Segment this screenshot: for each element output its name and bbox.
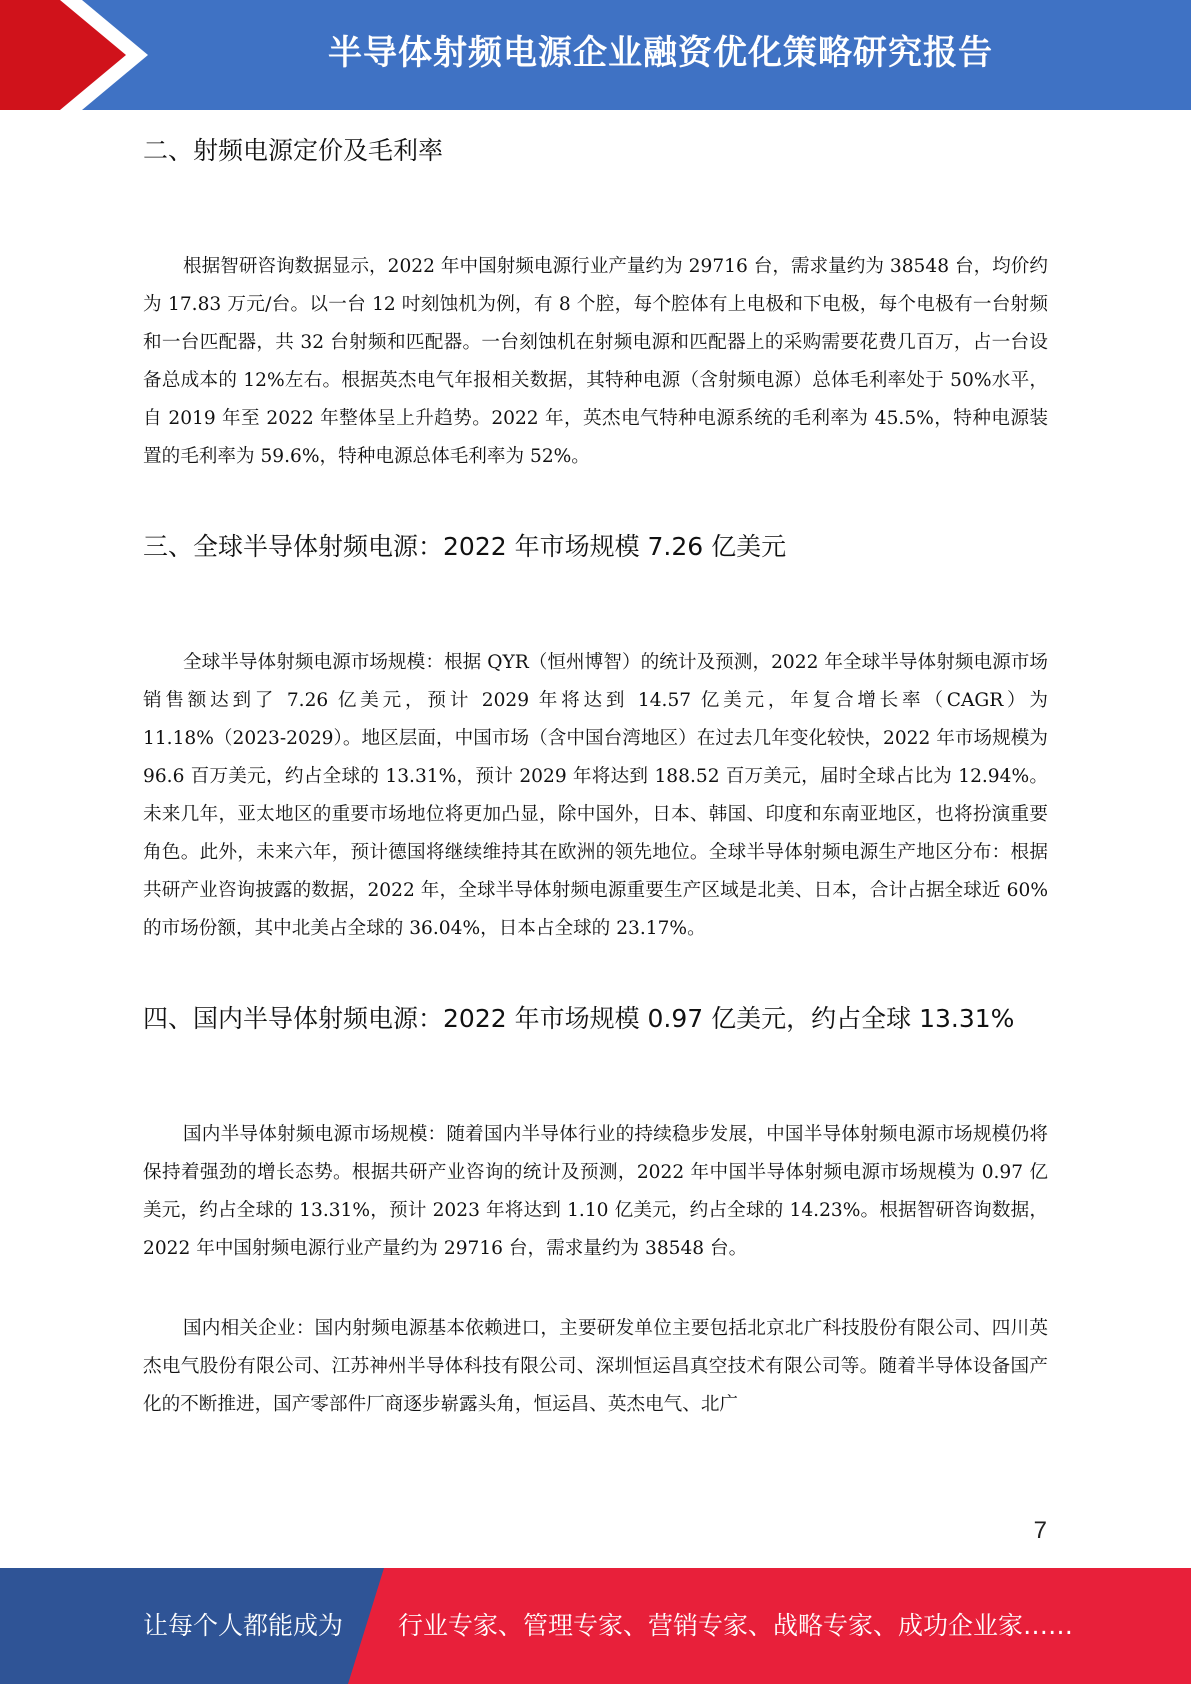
footer-slogan-left: 让每个人都能成为: [143, 1611, 344, 1640]
footer-slogan-right: 行业专家、管理专家、营销专家、战略专家、成功企业家……: [398, 1611, 1074, 1640]
section-heading-pricing: 二、射频电源定价及毛利率: [143, 136, 444, 165]
section-heading-global-market: 三、全球半导体射频电源：2022 年市场规模 7.26 亿美元: [143, 532, 787, 561]
section-heading-domestic-market: 四、国内半导体射频电源：2022 年市场规模 0.97 亿美元，约占全球 13.31%: [143, 1004, 1015, 1033]
paragraph-pricing: 根据智研咨询数据显示，2022 年中国射频电源行业产量约为 29716 台，需求量约为 38548 台，均价约为 17.83 万元/台。以一台 12 吋刻蚀机为例，有 8 个腔，每个腔体有上电极和下电极，每个电极有一台射频和一台匹配器，共 32 台射频和匹配器。一台刻蚀机在射频电源和匹配器上的采购需要花费几百万，占一台设备总成本的 12%左右。根据英杰电气年报相关数据，其特种电源（含射频电源）总体毛利率处于 50%水平，自 2019 年至 2022 年整体呈上升趋势。2022 年，英杰电气特种电源系统的毛利率为 45.5%，特种电源装置的毛利率为 59.6%，特种电源总体毛利率为 52%。: [143, 256, 1048, 467]
header-band: [0, 0, 1191, 110]
footer-band: [0, 1568, 1191, 1684]
paragraph-global-market: 全球半导体射频电源市场规模：根据 QYR（恒州博智）的统计及预测，2022 年全球半导体射频电源市场销售额达到了 7.26 亿美元，预计 2029 年将达到 14.57 亿美元，年复合增长率（CAGR）为 11.18%（2023-2029）。地区层面，中国市场（含中国台湾地区）在过去几年变化较快，2022 年市场规模为 96.6 百万美元，约占全球的 13.31%，预计 2029 年将达到 188.52 百万美元，届时全球占比为 12.94%。未来几年，亚太地区的重要市场地位将更加凸显，除中国外，日本、韩国、印度和东南亚地区，也将扮演重要角色。此外，未来六年，预计德国将继续维持其在欧洲的领先地位。全球半导体射频电源生产地区分布：根据共研产业咨询披露的数据，2022 年，全球半导体射频电源重要生产区域是北美、日本，合计占据全球近 60%的市场份额，其中北美占全球的 36.04%，日本占全球的 23.17%。: [143, 652, 1048, 939]
paragraph-domestic-market: 国内半导体射频电源市场规模：随着国内半导体行业的持续稳步发展，中国半导体射频电源市场规模仍将保持着强劲的增长态势。根据共研产业咨询的统计及预测，2022 年中国半导体射频电源市场规模为 0.97 亿美元，约占全球的 13.31%，预计 2023 年将达到 1.10 亿美元，约占全球的 14.23%。根据智研咨询数据，2022 年中国射频电源行业产量约为 29716 台，需求量约为 38548 台。: [143, 1124, 1048, 1259]
page-number: 7: [1033, 1517, 1047, 1544]
header-chevron-icon: [0, 0, 160, 110]
page-content: [143, 128, 1048, 1424]
paragraph-domestic-companies: 国内相关企业：国内射频电源基本依赖进口，主要研发单位主要包括北京北广科技股份有限公司、四川英杰电气股份有限公司、江苏神州半导体科技有限公司、深圳恒运昌真空技术有限公司等。随着半导体设备国产化的不断推进，国产零部件厂商逐步崭露头角，恒运昌、英杰电气、北广: [143, 1318, 1048, 1415]
report-title: 半导体射频电源企业融资优化策略研究报告: [328, 33, 993, 73]
